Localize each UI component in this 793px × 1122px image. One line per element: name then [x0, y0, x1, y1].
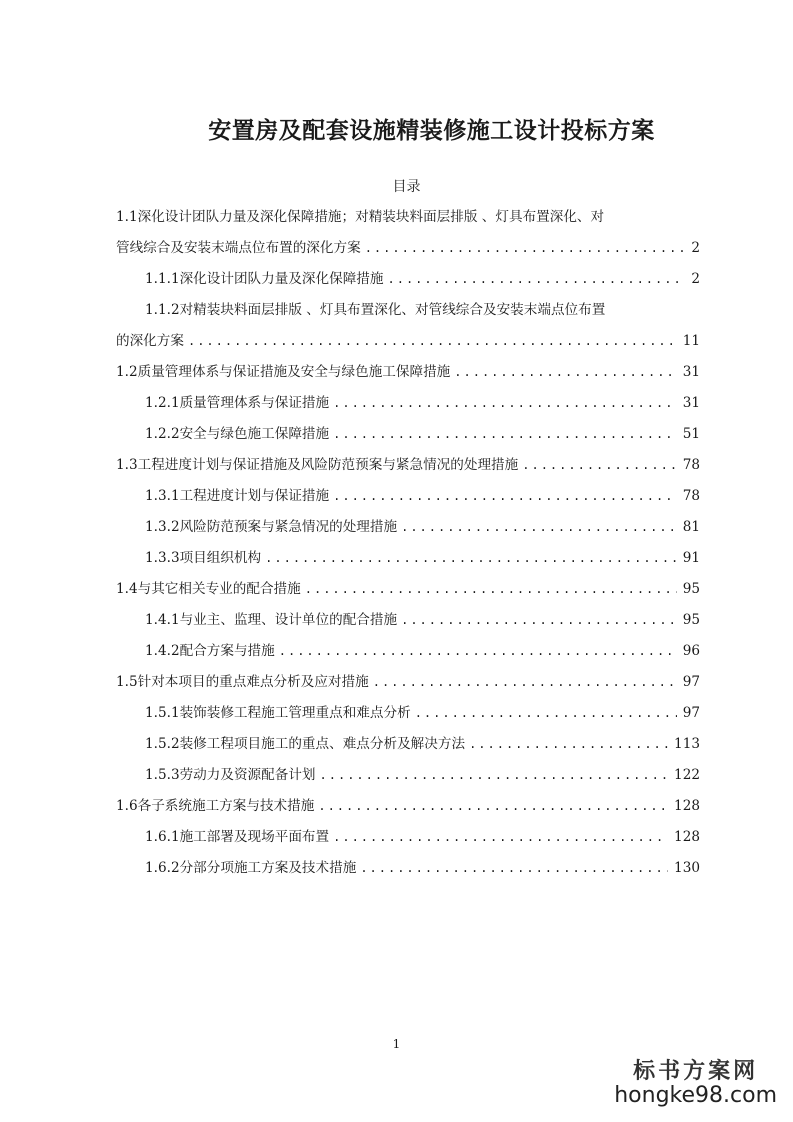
toc-leader-dots — [469, 729, 668, 760]
toc-leader-dots — [320, 760, 669, 791]
toc-entry[interactable] — [116, 698, 700, 729]
toc-leader-dots — [388, 264, 686, 295]
toc-leader-dots — [333, 388, 677, 419]
toc-entry-title: 1.3工程进度计划与保证措施及风险防范预案与紧急情况的处理措施 — [116, 457, 519, 473]
toc-entry-title: 1.6各子系统施工方案与技术措施 — [116, 798, 315, 814]
toc-leader-dots — [333, 822, 668, 853]
toc-entry-page: 51 — [682, 426, 700, 442]
toc-entry-title: 1.5针对本项目的重点难点分析及应对措施 — [116, 674, 369, 690]
toc-entry-title: 管线综合及安装末端点位布置的深化方案 — [116, 240, 361, 256]
toc-leader-dots — [401, 605, 677, 636]
watermark-logo — [614, 1054, 777, 1108]
toc-entry-title: 1.3.2风险防范预案与紧急情况的处理措施 — [145, 519, 398, 535]
toc-entry-title: 1.3.1工程进度计划与保证措施 — [145, 488, 330, 504]
toc-entry-title: 1.4.1与业主、监理、设计单位的配合措施 — [145, 612, 398, 628]
toc-entry[interactable]: 1.1.2对精装块料面层排版 、灯具布置深化、对管线综合及安装末端点位布置 — [145, 302, 606, 318]
page-number: 1 — [392, 1037, 401, 1051]
toc-entry-title: 1.2.2安全与绿色施工保障措施 — [145, 426, 330, 442]
toc-entry[interactable] — [116, 605, 700, 636]
toc-entry[interactable] — [116, 636, 700, 667]
toc-entry-page: 2 — [691, 271, 700, 287]
toc-entry[interactable] — [116, 264, 700, 295]
toc-entry[interactable] — [116, 760, 700, 791]
toc-entry-title: 1.2质量管理体系与保证措施及安全与绿色施工保障措施 — [116, 364, 451, 380]
toc-entry[interactable] — [116, 388, 700, 419]
toc-leader-dots — [333, 481, 677, 512]
toc-entry-page: 11 — [682, 333, 700, 349]
toc-entry[interactable] — [116, 357, 700, 388]
toc-leader-dots — [415, 698, 677, 729]
toc-leader-dots — [401, 512, 677, 543]
document-title: 安置房及配套设施精装修施工设计投标方案 — [208, 118, 655, 144]
toc-entry-page: 95 — [682, 581, 700, 597]
toc-entry-page: 78 — [682, 488, 700, 504]
toc-leader-dots — [373, 667, 677, 698]
toc-leader-dots — [305, 574, 677, 605]
toc-entry[interactable] — [116, 729, 700, 760]
toc-entry-page: 97 — [682, 705, 700, 721]
toc-leader-dots — [188, 326, 677, 357]
toc-leader-dots — [333, 419, 677, 450]
toc-entry-title: 1.5.2装修工程项目施工的重点、难点分析及解决方法 — [145, 736, 466, 752]
toc-entry-title: 1.2.1质量管理体系与保证措施 — [145, 395, 330, 411]
toc-leader-dots — [522, 450, 676, 481]
toc-leader-dots — [454, 357, 676, 388]
toc-entry-title: 1.6.2分部分项施工方案及技术措施 — [145, 860, 357, 876]
toc-entry-page: 2 — [691, 240, 700, 256]
toc-entry-title: 的深化方案 — [116, 333, 184, 349]
toc-entry-page: 97 — [682, 674, 700, 690]
toc-entry-title: 1.5.1装饰装修工程施工管理重点和难点分析 — [145, 705, 411, 721]
toc-entry-page: 122 — [674, 767, 700, 783]
toc-entry[interactable] — [116, 791, 700, 822]
toc-entry-page: 78 — [682, 457, 700, 473]
toc-entry-title: 1.5.3劳动力及资源配备计划 — [145, 767, 316, 783]
toc-entry[interactable] — [116, 512, 700, 543]
toc-entry[interactable] — [116, 822, 700, 853]
toc-entry[interactable] — [116, 481, 700, 512]
toc-entry-page: 31 — [682, 395, 700, 411]
toc-entry[interactable] — [116, 574, 700, 605]
toc-entry[interactable] — [116, 233, 700, 264]
toc-entry-page: 96 — [682, 643, 700, 659]
toc-entry-page: 113 — [674, 736, 700, 752]
toc-leader-dots — [360, 853, 668, 884]
toc-entry-page: 81 — [682, 519, 700, 535]
toc-entry[interactable] — [116, 853, 700, 884]
watermark-cn-text: 标书方案网 — [633, 1059, 759, 1084]
toc-entry-title: 1.3.3项目组织机构 — [145, 550, 262, 566]
toc-leader-dots — [318, 791, 668, 822]
watermark-en-text: hongke98.com — [614, 1083, 777, 1108]
toc-entry-page: 95 — [682, 612, 700, 628]
toc-entry[interactable]: 1.1深化设计团队力量及深化保障措施；对精装块料面层排版 、灯具布置深化、对 — [116, 209, 605, 225]
toc-heading: 目录 — [392, 179, 421, 195]
toc-entry[interactable] — [116, 419, 700, 450]
toc-entry-page: 128 — [674, 798, 700, 814]
table-of-contents — [116, 202, 700, 884]
toc-leader-dots — [265, 543, 677, 574]
toc-entry[interactable] — [116, 667, 700, 698]
toc-entry[interactable] — [116, 450, 700, 481]
toc-entry-page: 91 — [682, 550, 700, 566]
toc-entry[interactable] — [116, 543, 700, 574]
toc-entry-page: 130 — [674, 860, 700, 876]
toc-entry-page: 31 — [682, 364, 700, 380]
toc-entry-title: 1.4与其它相关专业的配合措施 — [116, 581, 301, 597]
toc-leader-dots — [279, 636, 677, 667]
toc-leader-dots — [365, 233, 686, 264]
toc-entry-page: 128 — [674, 829, 700, 845]
toc-entry-title: 1.6.1施工部署及现场平面布置 — [145, 829, 330, 845]
toc-entry-title: 1.4.2配合方案与措施 — [145, 643, 275, 659]
toc-entry[interactable] — [116, 326, 700, 357]
toc-entry-title: 1.1.1深化设计团队力量及深化保障措施 — [145, 271, 384, 287]
